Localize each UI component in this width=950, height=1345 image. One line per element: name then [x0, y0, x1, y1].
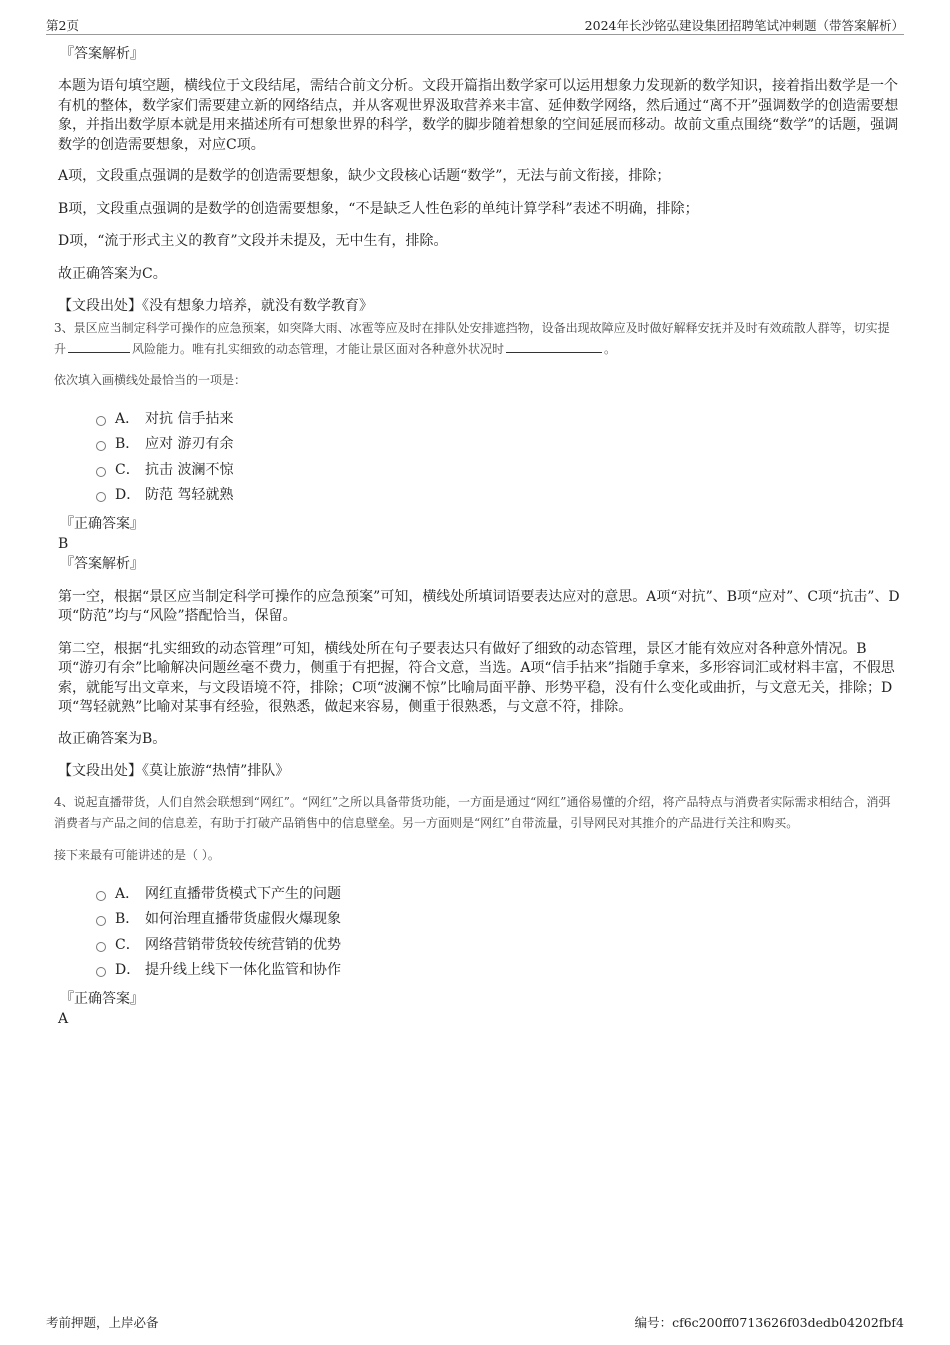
- source-citation: 【文段出处】《莫让旅游“热情”排队》: [58, 763, 290, 779]
- page-header: [46, 14, 904, 35]
- correct-answer-label: 『正确答案』: [60, 990, 144, 1007]
- question-prompt: 接下来最有可能讲述的是（ ）。: [54, 847, 220, 862]
- analysis-paragraph: D项，“流于形式主义的教育”文段并未提及，无中生有，排除。: [58, 233, 448, 249]
- page-footer: [46, 1313, 904, 1331]
- radio-icon[interactable]: [96, 891, 106, 901]
- analysis-paragraph: 第一空，根据“景区应当制定科学可操作的应急预案”可知，横线处所填词语要表达应对的意思。A项“对抗”、B项“应对”、C项“抗击”、D项“防范”均与“风险”搭配恰当，保留。: [58, 588, 900, 624]
- answer-statement: 故正确答案为C。: [58, 265, 167, 282]
- analysis-label: 『答案解析』: [60, 46, 144, 62]
- correct-answer: B: [58, 535, 69, 552]
- radio-icon[interactable]: [96, 441, 106, 451]
- blank-line-2: [506, 340, 602, 353]
- radio-icon[interactable]: [96, 492, 106, 502]
- options-list: [96, 407, 900, 509]
- option-a[interactable]: A． 网红直播带货模式下产生的问题: [96, 882, 900, 908]
- option-d[interactable]: D． 提升线上线下一体化监管和协作: [96, 958, 900, 984]
- option-d[interactable]: D． 防范 驾轻就熟: [96, 483, 900, 509]
- correct-answer-label: 『正确答案』: [60, 515, 144, 532]
- blank-line-1: [68, 340, 130, 353]
- correct-answer: A: [58, 1010, 69, 1027]
- radio-icon[interactable]: [96, 942, 106, 952]
- question-prompt: 依次填入画横线处最恰当的一项是：: [54, 372, 247, 387]
- radio-icon[interactable]: [96, 416, 106, 426]
- analysis-paragraph: 第二空，根据“扎实细致的动态管理”可知，横线处所在句子要表达只有做好了细致的动态管理，景区才能有效应对各种意外情况。B项“游刃有余”比喻解决问题丝毫不费力，侧重于有把握，符合文意，当选。A项“信手拈来”指随手拿来，多形容词汇或材料丰富，不假思索，就能写出文章来，与文段语境不符，排除；C项“波澜不惊”比喻局面平静、形势平稳，没有什么变化或曲折，与文意无关，排除；D项“驾轻就熟”比喻对某事有经验，很熟悉，做起来容易，侧重于很熟悉，与文意不符，排除。: [58, 640, 895, 715]
- page-content: [54, 44, 900, 1029]
- option-c[interactable]: C． 网络营销带货较传统营销的优势: [96, 933, 900, 959]
- source-citation: 【文段出处】《没有想象力培养，就没有数学教育》: [58, 298, 373, 314]
- analysis-label: 『答案解析』: [60, 555, 144, 572]
- options-list: [96, 882, 900, 984]
- question-stem: 3、景区应当制定科学可操作的应急预案，如突降大雨、冰雹等应及时在排队处安排遮挡物，设备出现故障应及时做好解释安抚并及时有效疏散人群等，切实提升 风险能力。唯有扎实细致的动态管理，才能让景区面对各种意外状况时 。: [54, 320, 890, 356]
- option-a[interactable]: A． 对抗 信手拈来: [96, 407, 900, 433]
- radio-icon[interactable]: [96, 916, 106, 926]
- document-id: 编号：cf6c200ff0713626f03dedb04202fbf4: [634, 1315, 904, 1330]
- option-c[interactable]: C． 抗击 波澜不惊: [96, 458, 900, 484]
- option-b[interactable]: B． 应对 游刃有余: [96, 432, 900, 458]
- analysis-paragraph: B项，文段重点强调的是数学的创造需要想象，“不是缺乏人性色彩的单纯计算学科”表述不明确，排除；: [58, 200, 699, 217]
- answer-statement: 故正确答案为B。: [58, 730, 167, 747]
- radio-icon[interactable]: [96, 467, 106, 477]
- option-b[interactable]: B． 如何治理直播带货虚假火爆现象: [96, 907, 900, 933]
- analysis-paragraph: 本题为语句填空题，横线位于文段结尾，需结合前文分析。文段开篇指出数学家可以运用想象力发现新的数学知识，接着指出数学是一个有机的整体，数学家们需要建立新的网络结点，并从客观世界汲取营养来丰富、延伸数学网络，然后通过“离不开”强调数学的创造需要想象，并指出数学原本就是用来描述所有可想象世界的科学，数学的脚步随着想象的空间延展而移动。故前文重点围绕“数学”的话题，强调数学的创造需要想象，对应C项。: [58, 78, 899, 153]
- footer-slogan: 考前押题，上岸必备: [46, 1315, 159, 1330]
- radio-icon[interactable]: [96, 967, 106, 977]
- analysis-paragraph: A项，文段重点强调的是数学的创造需要想象，缺少文段核心话题“数学”，无法与前文衔接，排除；: [58, 168, 671, 184]
- page-number: 第2页: [46, 18, 79, 33]
- document-title: 2024年长沙铭弘建设集团招聘笔试冲刺题（带答案解析）: [584, 18, 904, 33]
- question-stem: 4、说起直播带货，人们自然会联想到“网红”。“网红”之所以具备带货功能，一方面是通过“网红”通俗易懂的介绍，将产品特点与消费者实际需求相结合，消弭消费者与产品之间的信息差，有助于打破产品销售中的信息壁垒。另一方面则是“网红”自带流量，引导网民对其推介的产品进行关注和购买。: [54, 794, 891, 830]
